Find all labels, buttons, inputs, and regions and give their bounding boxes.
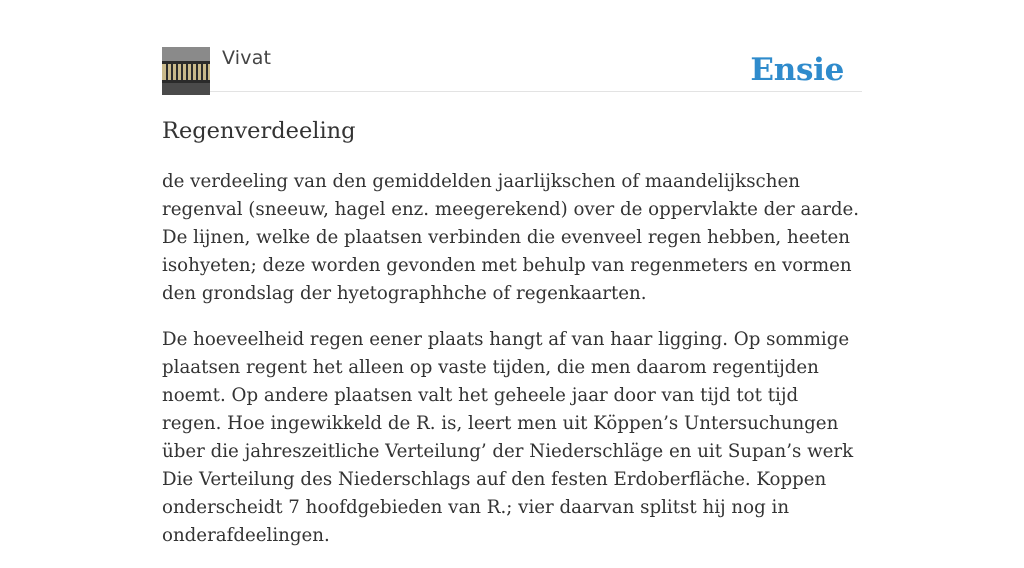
books-avatar-icon [162,47,210,95]
author-avatar[interactable] [162,47,210,95]
article-title: Regenverdeeling [162,118,356,144]
page-header [162,0,862,92]
article-paragraph: de verdeeling van den gemiddelden jaarlijkschen of maandelijkschen regenval (sneeuw, hagel enz. meegerekend) over de oppervlakte der aarde. De lijnen, welke de plaatsen verbinden die evenveel regen hebben, heeten isohyeten; deze worden gevonden met behulp van regenmeters en vormen den grondslag der hyetographhche of regenkaarten. [162,171,860,304]
article-paragraph: De hoeveelheid regen eener plaats hangt af van haar ligging. Op sommige plaatsen regent het alleen op vaste tijden, die men daarom regentijden noemt. Op andere plaatsen valt het geheele jaar door van tijd tot tijd regen. Hoe ingewikkeld de R. is, leert men uit Köppen’s Untersuchungen über die jahreszeitliche Verteilung’ der Niederschläge en uit Supan’s werk Die Verteilung des Niederschlags auf den festen Erdoberfläche. Koppen onderscheidt 7 hoofdgebieden van R.; vier daarvan splitst hij nog in onderafdeelingen. [162,329,854,546]
brand-logo[interactable]: Ensie [750,52,844,88]
article-body [162,168,862,568]
author-name[interactable]: Vivat [222,47,272,69]
page-container [162,0,862,546]
